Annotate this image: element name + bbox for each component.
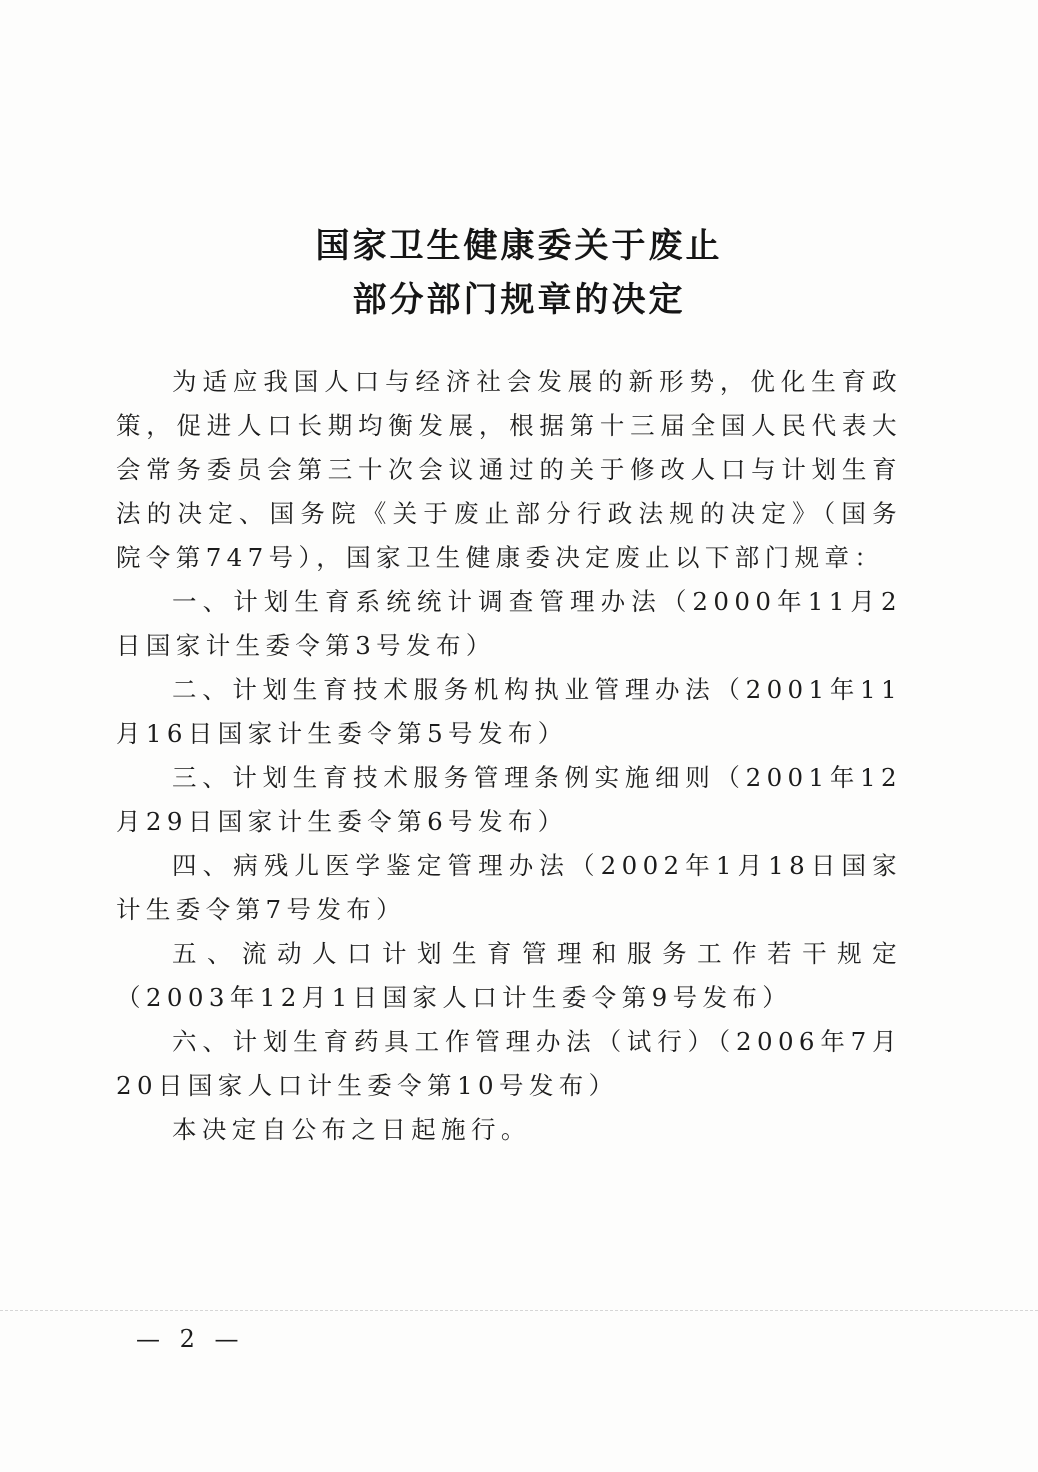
list-item-3: 三、计划生育技术服务管理条例实施细则（2001年12月29日国家计生委令第6号发布） [116,763,902,836]
closing-paragraph: 本决定自公布之日起施行。 [172,1115,531,1144]
list-item-1: 一、计划生育系统统计调查管理办法（2000年11月2日国家计生委令第3号发布） [116,587,902,660]
list-item-5: 五、流动人口计划生育管理和服务工作若干规定（2003年12月1日国家人口计生委令第9号发布） [116,939,902,1012]
list-item-4: 四、病残儿医学鉴定管理办法（2002年1月18日国家计生委令第7号发布） [116,851,902,924]
intro-paragraph: 为适应我国人口与经济社会发展的新形势，优化生育政策，促进人口长期均衡发展，根据第十三届全国人民代表大会常务委员会第三十次会议通过的关于修改人口与计划生育法的决定、国务院《关于废止部分行政法规的决定》（国务院令第747号），国家卫生健康委决定废止以下部门规章： [116,367,902,572]
document-title-line-1: 国家卫生健康委关于废止 [315,226,723,266]
page-number: — 2 — [136,1325,245,1353]
list-item-2: 二、计划生育技术服务机构执业管理办法（2001年11月16日国家计生委令第5号发布） [116,675,902,748]
document-title-line-2: 部分部门规章的决定 [352,280,686,320]
footer-divider [0,1310,1038,1311]
list-item-6: 六、计划生育药具工作管理办法（试行）（2006年7月20日国家人口计生委令第10号发布） [116,1027,902,1100]
document-body [116,360,902,1152]
